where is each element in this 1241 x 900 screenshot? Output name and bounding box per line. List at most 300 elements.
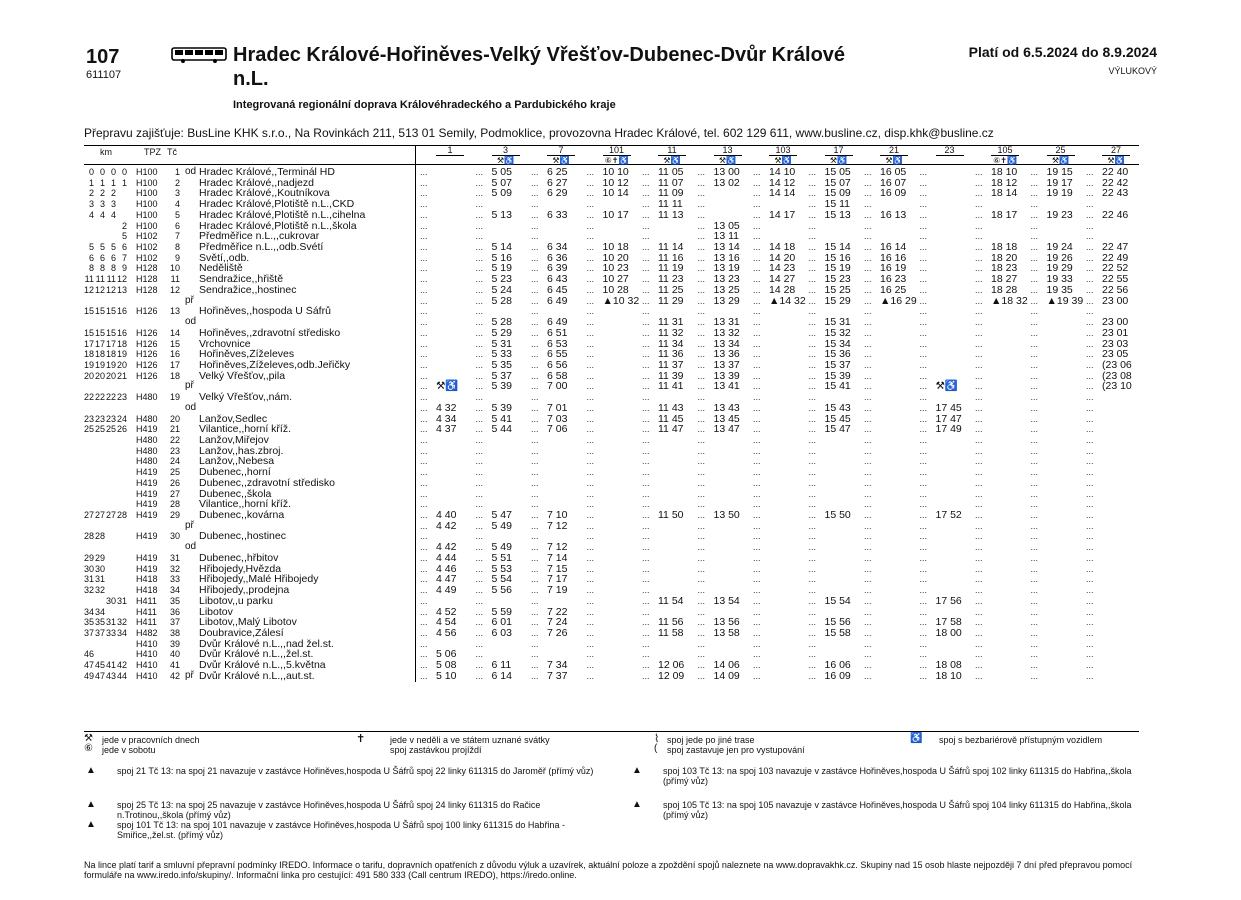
departure-time: 17 58 [935,616,962,629]
table-row [84,478,1139,489]
no-service-mark: ... [975,574,983,585]
no-service-mark: ... [531,670,539,681]
no-service-mark: ... [531,327,539,338]
table-row [84,531,1139,542]
no-service-mark: ... [1030,510,1039,521]
no-service-mark: ... [475,617,484,628]
no-service-mark: ... [753,317,761,328]
no-service-mark: ... [586,220,595,231]
no-service-mark: ... [531,402,539,413]
no-service-mark: ... [531,413,539,424]
no-service-mark: ... [586,638,595,649]
departure-time: 11 23 [658,273,684,286]
km-value: 18 [95,349,106,360]
stop-name: Neděliště [199,263,243,275]
departure-time: 5 47 [491,509,512,522]
no-service-mark: ... [642,595,650,606]
no-service-mark: ... [1086,370,1094,381]
no-service-mark: ... [1030,188,1039,199]
no-service-mark: ... [531,242,539,253]
departure-time: 11 41 [658,380,684,393]
no-service-mark: ... [531,435,539,445]
no-service-mark: ... [864,209,872,220]
no-service-mark: ... [753,327,761,338]
no-service-mark: ... [475,606,484,617]
departure-time: 15 56 [824,616,851,629]
no-service-mark: ... [586,242,595,253]
arrival-departure-mark: od [185,541,197,553]
departure-time: 13 23 [713,273,740,286]
no-service-mark: ... [697,520,706,531]
no-service-mark: ... [808,209,817,220]
stop-name: Dubenec,,škola [199,488,272,500]
no-service-mark: ... [919,595,928,606]
no-service-mark: ... [642,585,650,596]
no-service-mark: ... [420,435,428,445]
no-service-mark: ... [475,574,484,585]
no-service-mark: ... [697,595,706,606]
no-service-mark: ... [919,531,928,542]
departure-time: 11 05 [658,166,684,178]
departure-time: 5 35 [491,358,512,371]
no-service-mark: ... [1086,660,1094,671]
km-value: 12 [117,274,128,285]
no-service-mark: ... [919,585,928,596]
no-service-mark: ... [1086,167,1094,177]
no-service-mark: ... [586,392,595,403]
km-value: 0 [88,167,94,177]
departure-time: 6 14 [491,669,512,682]
departure-time: 11 13 [658,208,684,221]
no-service-mark: ... [808,520,817,531]
departure-time: 13 31 [713,316,740,329]
departure-time: 5 14 [491,241,512,254]
no-service-mark: ... [642,242,650,253]
departure-time: 22 55 [1102,273,1129,286]
no-service-mark: ... [642,574,650,585]
table-row [84,403,1139,414]
no-service-mark: ... [975,252,983,263]
departure-time: 18 14 [991,187,1018,200]
departure-time: (23 08 [1102,369,1132,382]
no-service-mark: ... [975,585,983,596]
departure-time: 10 20 [602,251,629,264]
no-service-mark: ... [1030,424,1039,435]
no-service-mark: ... [420,188,428,199]
no-service-mark: ... [420,606,428,617]
km-value: 6 [110,252,116,263]
departure-time: 15 09 [824,187,851,200]
no-service-mark: ... [864,531,872,542]
no-service-mark: ... [808,617,817,628]
table-row [84,371,1139,382]
trip-days-symbol: ⚒♿ [774,156,792,165]
no-service-mark: ... [1030,542,1039,553]
no-service-mark: ... [475,649,484,660]
triangle-icon: ▲ [632,799,642,810]
departure-time: 4 42 [436,541,457,554]
no-service-mark: ... [697,477,706,488]
no-service-mark: ... [475,167,484,177]
no-service-mark: ... [808,295,817,306]
no-service-mark: ... [531,274,539,285]
tpz-code: H126 [136,327,158,338]
no-service-mark: ... [697,349,706,360]
no-service-mark: ... [1030,617,1039,628]
departure-time: 15 14 [824,241,851,254]
no-service-mark: ... [475,467,484,478]
no-service-mark: ... [975,467,983,478]
no-service-mark: ... [1086,510,1094,521]
tpz-code: H100 [136,188,158,199]
trip-days-symbol: ⚒♿ [718,156,737,165]
no-service-mark: ... [420,199,428,210]
no-service-mark: ... [475,284,484,295]
departure-time: 22 43 [1102,187,1129,200]
departure-time: 11 43 [658,401,684,414]
km-value: 6 [88,252,94,263]
no-service-mark: ... [642,338,650,349]
line-code: 611107 [86,69,122,81]
departure-time: ▲16 29 [880,294,917,307]
no-service-mark: ... [475,381,484,392]
stop-order: 5 [174,209,180,220]
no-service-mark: ... [1086,177,1094,188]
departure-time: 19 33 [1046,273,1073,286]
footnote-25: spoj 25 Tč 13: na spoj 25 navazuje v zastávce Hořiněves,hospoda U Šáfrů spoj 24 linky 611315 do Račice n.Trotinou,,škola (přímý vůz) [117,800,541,820]
km-value: 34 [117,627,128,638]
no-service-mark: ... [586,606,595,617]
table-row [84,435,1139,446]
no-service-mark: ... [697,563,706,574]
no-service-mark: ... [1030,349,1039,360]
no-service-mark: ... [531,467,539,478]
no-service-mark: ... [808,660,817,671]
no-service-mark: ... [975,284,983,295]
departure-time: 10 18 [602,241,629,254]
no-service-mark: ... [531,284,539,295]
no-service-mark: ... [531,510,539,521]
no-service-mark: ... [919,424,928,435]
no-service-mark: ... [975,413,983,424]
departure-time: 13 47 [713,423,740,436]
departure-time: 11 50 [658,509,684,522]
no-service-mark: ... [642,306,650,317]
departure-time: 11 36 [658,348,684,361]
alight-only-icon: ( [654,743,658,754]
km-value: 32 [84,585,95,596]
no-service-mark: ... [420,467,428,478]
no-service-mark: ... [697,606,706,617]
table-row [84,649,1139,660]
no-service-mark: ... [531,167,539,177]
no-service-mark: ... [475,445,484,456]
no-service-mark: ... [753,220,761,231]
trip-number: 103 [769,146,797,156]
tpz-header: TPZ [144,147,161,157]
km-value: 31 [117,595,128,606]
no-service-mark: ... [420,638,428,649]
stop-name: Hradec Králové,Plotiště n.L.,ČKD [199,199,355,210]
departure-time: 19 24 [1046,241,1073,254]
no-service-mark: ... [1030,231,1039,242]
no-service-mark: ... [586,424,595,435]
departure-time: 5 06 [436,648,457,661]
no-service-mark: ... [586,542,595,553]
no-service-mark: ... [642,552,650,563]
stop-name: Sendražice,,hostinec [199,284,297,296]
no-service-mark: ... [753,531,761,542]
no-service-mark: ... [864,327,872,338]
tpz-code: H128 [136,263,158,274]
trip-days-symbol: ⚒♿ [663,156,681,165]
km-value: 35 [95,617,106,628]
no-service-mark: ... [642,231,650,242]
no-service-mark: ... [586,317,595,328]
no-service-mark: ... [642,252,650,263]
departure-time: 10 12 [602,176,629,189]
departure-time: 12 06 [658,659,685,672]
km-value: 13 [117,284,128,295]
no-service-mark: ... [808,359,817,370]
km-value: 45 [95,660,106,671]
no-service-mark: ... [475,317,484,328]
no-service-mark: ... [475,274,484,285]
departure-time: 18 27 [991,273,1018,286]
no-service-mark: ... [642,456,650,467]
sunday-icon: ✝ [356,733,366,745]
km-value: 26 [117,424,128,435]
no-service-mark: ... [420,349,428,360]
no-service-mark: ... [808,435,817,445]
no-service-mark: ... [697,467,706,478]
stop-order: 2 [174,177,180,188]
stop-order: 27 [169,488,180,499]
departure-time: 13 50 [713,509,740,522]
no-service-mark: ... [697,177,706,188]
trip-days-symbol: ⚒♿ [829,156,848,165]
no-service-mark: ... [475,359,484,370]
no-service-mark: ... [975,359,983,370]
no-service-mark: ... [864,199,872,210]
no-service-mark: ... [475,477,484,488]
km-value: 3 [88,199,94,210]
departure-time: 18 28 [991,283,1018,296]
no-service-mark: ... [420,327,428,338]
table-row [84,542,1139,553]
no-service-mark: ... [808,349,817,360]
trip-header-12 [1102,146,1130,165]
km-value: 20 [106,370,117,381]
departure-time: 7 19 [547,584,568,597]
departure-time: 7 14 [547,551,568,564]
no-service-mark: ... [420,488,428,499]
departure-time: 4 52 [436,605,457,618]
departure-time: 5 10 [436,669,457,682]
no-service-mark: ... [808,370,817,381]
table-row [84,660,1139,671]
stop-name: Dubenec,,hostinec [199,531,286,543]
no-service-mark: ... [753,660,761,671]
departure-time: 18 00 [935,626,962,639]
stop-name: Hořiněves,Žíželeves,odb.Jeřičky [199,359,351,371]
triangle-icon: ▲ [86,819,96,830]
tpz-code: H100 [136,167,158,177]
no-service-mark: ... [808,284,817,295]
no-service-mark: ... [642,499,650,510]
no-service-mark: ... [1086,284,1094,295]
departure-time: 16 07 [880,176,907,189]
no-service-mark: ... [475,263,484,274]
km-value: 2 [99,188,105,199]
departure-time: 22 49 [1102,251,1129,264]
km-value: 19 [84,359,95,370]
departure-time: 4 40 [436,509,457,522]
no-service-mark: ... [531,306,539,317]
departure-time: 16 09 [824,669,851,682]
departure-time: 23 05 [1102,348,1129,361]
km-value: 31 [84,574,95,585]
no-service-mark: ... [753,167,761,177]
departure-time: 14 27 [769,273,796,286]
no-service-mark: ... [475,392,484,403]
no-service-mark: ... [919,188,928,199]
no-service-mark: ... [531,585,539,596]
no-service-mark: ... [475,488,484,499]
departure-time: 12 09 [658,669,685,682]
departure-time: 19 29 [1046,262,1073,275]
no-service-mark: ... [1030,435,1039,445]
departure-time: (23 06 [1102,358,1132,371]
departure-time: 14 09 [713,669,740,682]
no-service-mark: ... [475,499,484,510]
departure-time: 6 11 [491,659,512,672]
no-service-mark: ... [531,349,539,360]
no-service-mark: ... [919,327,928,338]
no-service-mark: ... [1030,627,1039,638]
no-service-mark: ... [642,188,650,199]
table-row [84,617,1139,628]
no-service-mark: ... [420,424,428,435]
km-value: 15 [95,327,106,338]
stop-order: 30 [169,531,180,542]
stop-order: 28 [169,499,180,510]
no-service-mark: ... [1030,660,1039,671]
departure-time: 22 56 [1102,283,1129,296]
departure-time: 15 34 [824,337,851,350]
no-service-mark: ... [1030,520,1039,531]
no-service-mark: ... [697,552,706,563]
departure-time: 5 23 [491,273,512,286]
no-service-mark: ... [420,477,428,488]
no-service-mark: ... [531,595,539,606]
departure-time: 6 56 [547,358,568,371]
no-service-mark: ... [586,231,595,242]
no-service-mark: ... [1030,220,1039,231]
departure-time: 6 34 [547,241,568,254]
no-service-mark: ... [753,627,761,638]
no-service-mark: ... [975,488,983,499]
no-service-mark: ... [975,306,983,317]
no-service-mark: ... [808,306,817,317]
tpz-code: H126 [136,370,158,381]
no-service-mark: ... [475,370,484,381]
km-value: 19 [95,359,106,370]
departure-time: 16 06 [824,659,851,672]
no-service-mark: ... [975,660,983,671]
no-service-mark: ... [697,327,706,338]
departure-time: 13 02 [713,176,740,189]
no-service-mark: ... [808,542,817,553]
no-service-mark: ... [697,531,706,542]
no-service-mark: ... [1030,263,1039,274]
departure-time: 6 55 [547,348,568,361]
km-value: 16 [117,327,128,338]
departure-time: 5 41 [491,412,512,425]
trip-number: 11 [658,146,686,156]
no-service-mark: ... [864,660,872,671]
no-service-mark: ... [586,177,595,188]
km-value: 19 [106,359,117,370]
no-service-mark: ... [864,499,872,510]
no-service-mark: ... [864,467,872,478]
no-service-mark: ... [864,617,872,628]
no-service-mark: ... [919,370,928,381]
departure-time: 7 03 [547,412,568,425]
departure-time: 15 23 [824,273,851,286]
no-service-mark: ... [1030,477,1039,488]
no-service-mark: ... [864,477,872,488]
departure-time: 13 16 [713,251,740,264]
km-value: 25 [84,424,95,435]
arrival-departure-mark: od [185,316,197,328]
no-service-mark: ... [808,649,817,660]
no-service-mark: ... [919,499,928,510]
no-service-mark: ... [975,638,983,649]
no-service-mark: ... [531,552,539,563]
no-service-mark: ... [975,424,983,435]
no-service-mark: ... [586,649,595,660]
no-service-mark: ... [975,402,983,413]
departure-time: 23 00 [1102,316,1129,329]
departure-time: 15 11 [824,198,850,211]
no-service-mark: ... [586,510,595,521]
no-service-mark: ... [697,392,706,403]
departure-time: 13 11 [713,230,739,243]
no-service-mark: ... [919,402,928,413]
no-service-mark: ... [642,263,650,274]
table-row [84,392,1139,403]
legend-workdays: jede v pracovních dnech [102,735,200,745]
no-service-mark: ... [1086,359,1094,370]
no-service-mark: ... [531,499,539,510]
no-service-mark: ... [1030,381,1039,392]
departure-time: 22 42 [1102,176,1129,189]
departure-time: 16 13 [880,208,907,221]
departure-time: 16 19 [880,262,907,275]
no-service-mark: ... [642,359,650,370]
km-value: 21 [117,370,128,381]
no-service-mark: ... [975,370,983,381]
departure-time: 6 49 [547,316,568,329]
no-service-mark: ... [1086,445,1094,456]
no-service-mark: ... [864,359,872,370]
stop-order: 20 [169,413,180,424]
km-value: 29 [84,552,95,563]
departure-time: 11 14 [658,241,684,254]
no-service-mark: ... [420,660,428,671]
stop-name: Libotov,,Malý Libotov [199,617,297,628]
